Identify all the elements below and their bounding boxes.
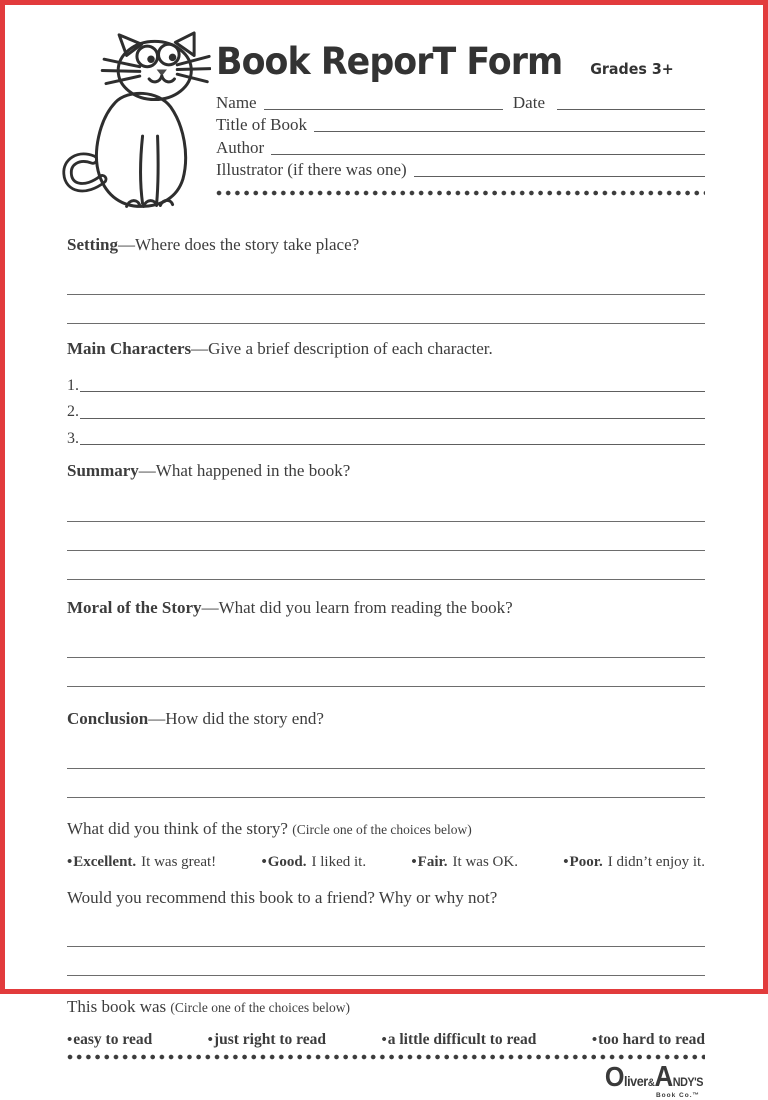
difficulty-lead: This book was: [67, 997, 166, 1016]
title-row: [216, 43, 705, 80]
recommend-question: Would you recommend this book to a friend? Why or why not?: [67, 888, 705, 908]
conclusion-write-line: [67, 740, 705, 769]
brand-logo: [67, 1063, 705, 1099]
book-title-row: [216, 113, 705, 136]
name-label: Name: [216, 93, 264, 113]
sitting-cat-illustration: [61, 31, 211, 219]
rating-choices: [67, 854, 705, 871]
dotted-separator: [216, 190, 705, 196]
rating-question-text: What did you think of the story?: [67, 819, 288, 838]
choice-name: Excellent.: [73, 854, 136, 870]
difficulty-choice-easy: [67, 1031, 152, 1049]
rating-question: [67, 819, 705, 839]
difficulty-question: [67, 997, 705, 1017]
summary-heading: [67, 461, 705, 481]
illustrator-label: Illustrator (if there was one): [216, 160, 414, 180]
character-line-1: [67, 368, 705, 395]
setting-write-line: [67, 266, 705, 295]
choice-desc: It was great!: [141, 854, 216, 870]
character-write-line: [80, 391, 705, 392]
main-characters-heading: [67, 339, 705, 359]
line-number: 1.: [67, 377, 80, 395]
choice-name: a little difficult to read: [388, 1031, 537, 1048]
title-of-book-write-line: [314, 131, 705, 132]
difficulty-instruction: (Circle one of the choices below): [170, 1000, 350, 1015]
moral-heading: [67, 598, 705, 618]
setting-write-line: [67, 295, 705, 324]
rating-choice-poor: [563, 854, 705, 871]
setting-term: Setting: [67, 235, 118, 254]
summary-write-line: [67, 522, 705, 551]
moral-term: Moral of the Story: [67, 598, 202, 617]
choice-name: just right to read: [214, 1031, 326, 1048]
recommend-write-line: [67, 918, 705, 947]
rating-choice-excellent: [67, 854, 216, 871]
grades-label: Grades 3+: [591, 60, 675, 78]
choice-name: Good.: [268, 854, 307, 870]
name-write-line: [264, 109, 503, 110]
page-content: [5, 5, 763, 989]
character-write-line: [80, 444, 705, 445]
name-date-row: [216, 90, 705, 113]
summary-term: Summary: [67, 461, 139, 480]
rating-instruction: (Circle one of the choices below): [292, 822, 472, 837]
illustrator-row: [216, 158, 705, 181]
header: [67, 29, 705, 219]
rating-choice-good: [261, 854, 366, 871]
author-label: Author: [216, 138, 271, 158]
conclusion-write-line: [67, 769, 705, 798]
choice-name: Poor.: [570, 854, 603, 870]
difficulty-choices: [67, 1031, 705, 1049]
form-title: Book ReporT Form: [216, 43, 562, 80]
choice-desc: I didn’t enjoy it.: [608, 854, 705, 870]
moral-write-line: [67, 658, 705, 687]
title-of-book-label: Title of Book: [216, 115, 314, 135]
setting-prompt: —Where does the story take place?: [118, 235, 359, 254]
brand-part-andys: ANDY'S: [654, 1063, 703, 1092]
choice-name: too hard to read: [598, 1031, 705, 1048]
bullet-glyph: •: [411, 854, 417, 870]
setting-heading: [67, 235, 705, 255]
conclusion-term: Conclusion: [67, 709, 148, 728]
character-line-3: [67, 421, 705, 448]
author-write-line: [271, 154, 705, 155]
moral-write-line: [67, 629, 705, 658]
character-write-line: [80, 418, 705, 419]
dotted-separator: [67, 1054, 705, 1060]
character-line-2: [67, 394, 705, 421]
conclusion-heading: [67, 709, 705, 729]
main-characters-term: Main Characters: [67, 339, 191, 358]
brand-ampersand: &: [648, 1077, 655, 1089]
rating-choice-fair: [411, 854, 518, 871]
summary-prompt: —What happened in the book?: [139, 461, 351, 480]
line-number: 3.: [67, 430, 80, 448]
conclusion-prompt: —How did the story end?: [148, 709, 324, 728]
brand-subtitle: Book Co.™: [67, 1093, 700, 1100]
recommend-write-line: [67, 947, 705, 976]
main-characters-prompt: —Give a brief description of each character.: [191, 339, 493, 358]
choice-desc: I liked it.: [312, 854, 367, 870]
bullet-glyph: •: [381, 1032, 387, 1048]
difficulty-choice-just-right: [208, 1031, 326, 1049]
moral-prompt: —What did you learn from reading the book?: [202, 598, 513, 617]
brand-name: [605, 1063, 703, 1092]
illustrator-write-line: [414, 176, 705, 177]
bullet-glyph: •: [261, 854, 267, 870]
bullet-glyph: •: [592, 1032, 598, 1048]
choice-name: easy to read: [73, 1031, 152, 1048]
summary-write-line: [67, 493, 705, 522]
choice-name: Fair.: [418, 854, 448, 870]
choice-desc: It was OK.: [453, 854, 518, 870]
bullet-glyph: •: [67, 854, 73, 870]
date-write-line: [557, 109, 705, 110]
line-number: 2.: [67, 403, 80, 421]
bullet-glyph: •: [208, 1032, 214, 1048]
date-label: Date: [513, 93, 557, 113]
header-right: [211, 29, 705, 196]
bullet-glyph: •: [563, 854, 569, 870]
difficulty-choice-too-hard: [592, 1031, 705, 1049]
cat-drawing: [61, 31, 211, 214]
bullet-glyph: •: [67, 1032, 73, 1048]
author-row: [216, 135, 705, 158]
summary-write-line: [67, 551, 705, 580]
brand-part-oliver: Oliver: [605, 1063, 648, 1091]
difficulty-choice-little-difficult: [381, 1031, 536, 1049]
